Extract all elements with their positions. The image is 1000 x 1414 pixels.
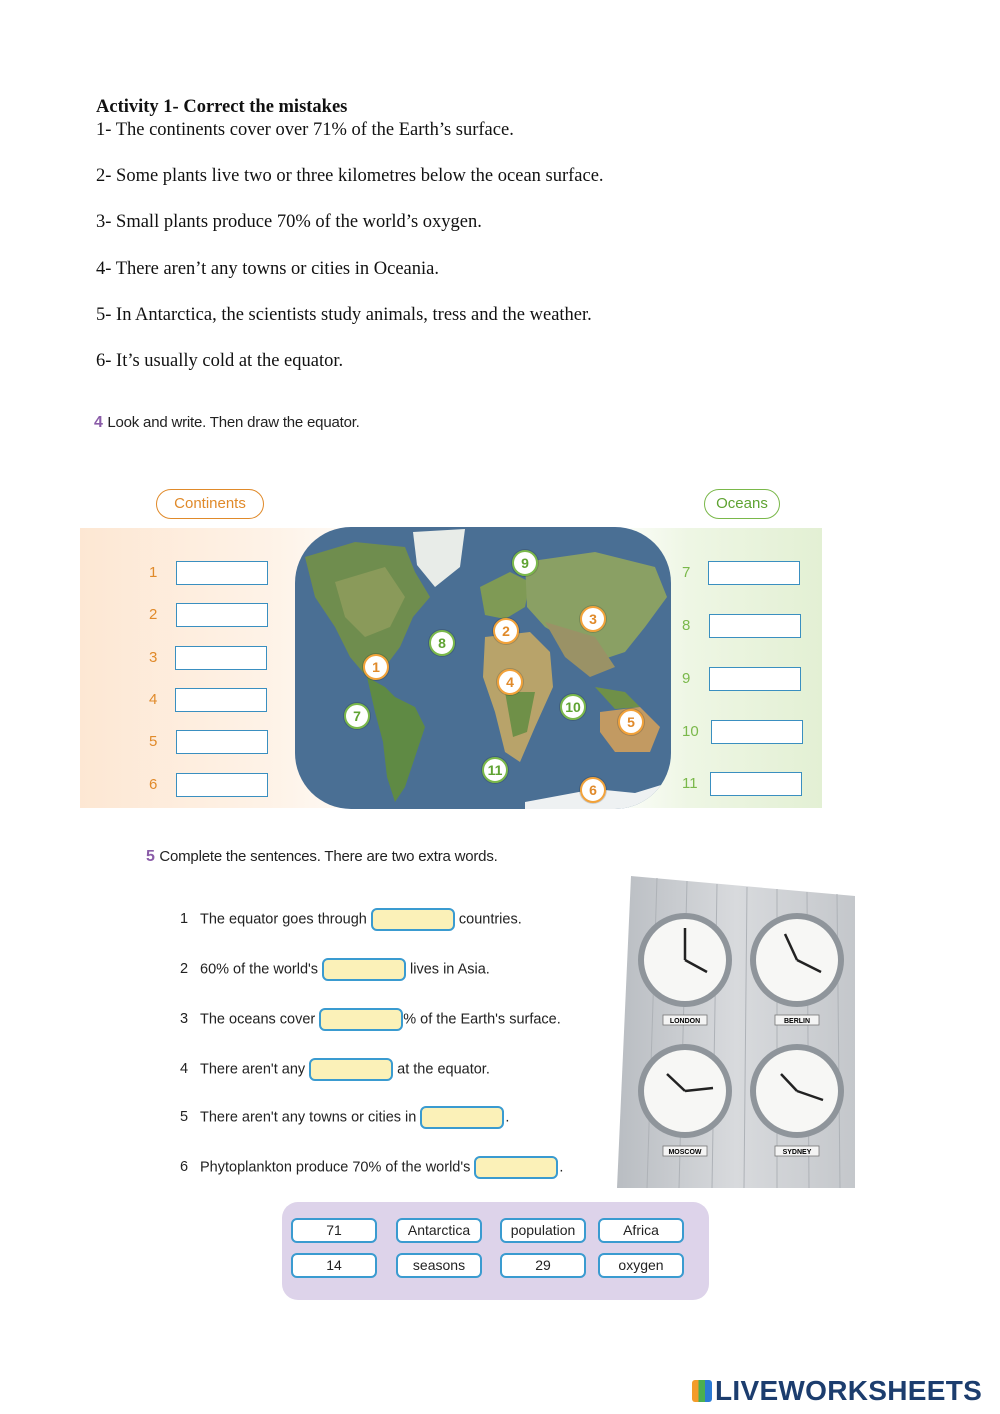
map-marker-11: 11 [482,757,508,783]
continent-number-1: 1 [149,564,158,581]
continent-answer-6[interactable] [176,773,268,797]
map-marker-6: 6 [580,777,606,803]
activity-title: Activity 1- Correct the mistakes [96,97,348,117]
ocean-answer-9[interactable] [709,667,801,691]
word-option-antarctica[interactable]: Antarctica [396,1218,482,1243]
clock-label-london: LONDON [669,1018,701,1025]
mistake-sentence-1: 1- The continents cover over 71% of the Earth’s surface. [96,120,514,140]
fill-sentence-after: . [505,1109,510,1126]
continent-answer-4[interactable] [175,688,267,712]
map-marker-8: 8 [429,630,455,656]
exercise-5-number: 5 [146,848,155,865]
fill-sentence-1 [180,908,522,931]
world-clocks-photo [617,876,855,1188]
fill-sentence-number: 4 [180,1061,189,1078]
continent-answer-1[interactable] [176,561,268,585]
fill-sentence-after: countries. [458,911,522,928]
fill-sentence-4 [180,1058,490,1081]
fill-blank-3[interactable] [319,1008,403,1031]
mistake-sentence-3: 3- Small plants produce 70% of the world’s oxygen. [96,212,482,232]
map-marker-4: 4 [497,669,523,695]
map-marker-2: 2 [493,618,519,644]
ocean-number-8: 8 [682,617,691,634]
fill-sentence-5 [180,1106,509,1129]
fill-sentence-number: 3 [180,1011,189,1028]
clocks-graphic [617,876,855,1188]
map-marker-1: 1 [363,654,389,680]
word-option-14[interactable]: 14 [291,1253,377,1278]
fill-sentence-before: 60% of the world's [200,961,319,978]
mistake-sentence-5: 5- In Antarctica, the scientists study animals, tress and the weather. [96,305,592,325]
logo-icon [692,1380,712,1402]
map-marker-10: 10 [560,694,586,720]
ocean-number-11: 11 [682,775,698,792]
continent-number-4: 4 [149,691,158,708]
clock-label-berlin: BERLIN [783,1018,811,1025]
mistake-sentence-6: 6- It’s usually cold at the equator. [96,351,344,371]
continent-number-5: 5 [149,733,158,750]
mistake-sentence-2: 2- Some plants live two or three kilometres below the ocean surface. [96,166,604,186]
ocean-answer-7[interactable] [708,561,800,585]
fill-sentence-2 [180,958,490,981]
fill-sentence-before: The equator goes through [200,911,367,928]
ocean-number-10: 10 [682,723,699,740]
fill-sentence-before: There aren't any [200,1061,306,1078]
continent-number-6: 6 [149,776,158,793]
word-option-africa[interactable]: Africa [598,1218,684,1243]
word-option-29[interactable]: 29 [500,1253,586,1278]
fill-sentence-after: at the equator. [397,1061,490,1078]
continents-label: Continents [156,489,264,519]
exercise-4-number: 4 [94,414,103,431]
fill-blank-5[interactable] [420,1106,504,1129]
continent-answer-3[interactable] [175,646,267,670]
continent-answer-5[interactable] [176,730,268,754]
word-option-oxygen[interactable]: oxygen [598,1253,684,1278]
ocean-number-9: 9 [682,670,691,687]
exercise-4-instruction: Look and write. Then draw the equator. [107,414,360,431]
fill-sentence-after: lives in Asia. [410,961,490,978]
word-option-seasons[interactable]: seasons [396,1253,482,1278]
fill-sentence-before: Phytoplankton produce 70% of the world's [200,1159,471,1176]
fill-blank-6[interactable] [474,1156,558,1179]
exercise-5-instruction: Complete the sentences. There are two extra words. [159,848,498,865]
fill-sentence-before: The oceans cover [200,1011,316,1028]
fill-sentence-number: 5 [180,1109,189,1126]
ocean-answer-8[interactable] [709,614,801,638]
fill-sentence-number: 6 [180,1159,189,1176]
word-option-population[interactable]: population [500,1218,586,1243]
word-bank [282,1202,709,1300]
fill-sentence-number: 1 [180,911,189,928]
fill-sentence-6 [180,1156,563,1179]
fill-sentence-after: % of the Earth's surface. [403,1011,561,1028]
exercise-4-heading [94,414,360,432]
clock-label-moscow: MOSCOW [668,1149,702,1156]
fill-blank-4[interactable] [309,1058,393,1081]
oceans-label: Oceans [704,489,780,519]
fill-sentence-after: . [559,1159,564,1176]
exercise-5-heading [146,848,498,866]
map-marker-7: 7 [344,703,370,729]
map-marker-5: 5 [618,709,644,735]
ocean-answer-11[interactable] [710,772,802,796]
world-map [295,527,671,809]
clock-label-sydney: SYDNEY [782,1149,812,1156]
liveworksheets-logo [692,1375,982,1407]
continent-number-2: 2 [149,606,158,623]
fill-blank-1[interactable] [371,908,455,931]
fill-sentence-number: 2 [180,961,189,978]
fill-sentence-before: There aren't any towns or cities in [200,1109,417,1126]
ocean-answer-10[interactable] [711,720,803,744]
continent-answer-2[interactable] [176,603,268,627]
map-marker-3: 3 [580,606,606,632]
word-option-71[interactable]: 71 [291,1218,377,1243]
fill-sentence-3 [180,1008,561,1031]
map-marker-9: 9 [512,550,538,576]
mistake-sentence-4: 4- There aren’t any towns or cities in Oceania. [96,259,439,279]
logo-text: LIVEWORKSHEETS [715,1375,983,1406]
ocean-number-7: 7 [682,564,691,581]
fill-blank-2[interactable] [322,958,406,981]
continent-number-3: 3 [149,649,158,666]
